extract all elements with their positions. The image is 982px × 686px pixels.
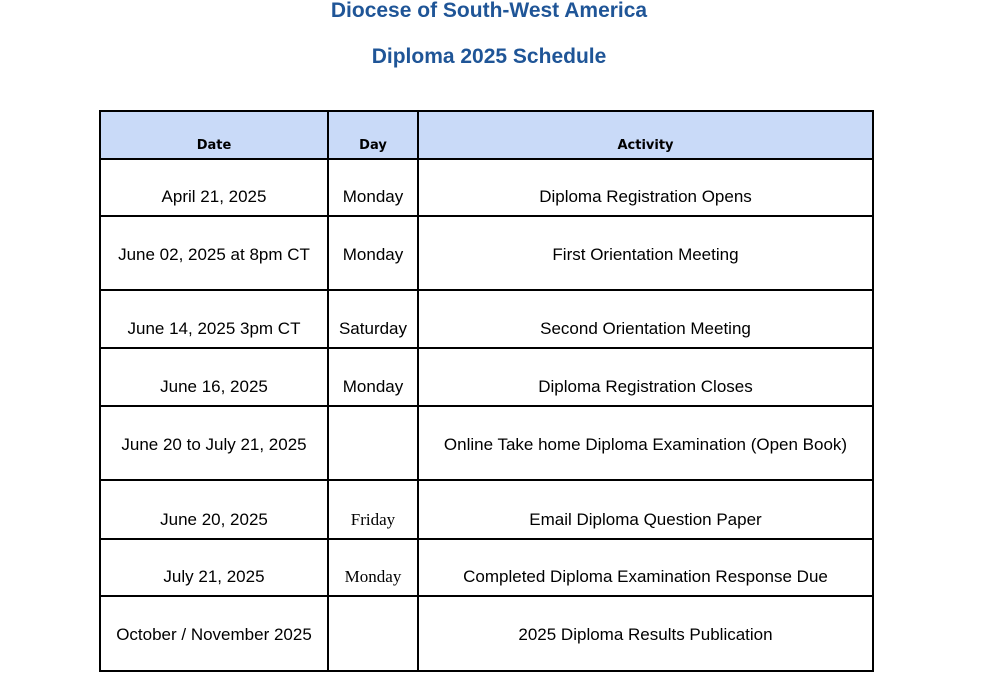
activity-cell: Online Take home Diploma Examination (Open Book)	[418, 406, 873, 480]
column-header-date: Date	[100, 111, 328, 159]
day-cell: Friday	[328, 480, 418, 539]
date-cell: June 14, 2025 3pm CT	[100, 290, 328, 348]
table-row	[100, 290, 873, 348]
table-row	[100, 406, 873, 480]
date-cell: October / November 2025	[100, 596, 328, 671]
activity-cell: First Orientation Meeting	[418, 216, 873, 290]
table-row	[100, 596, 873, 671]
day-cell	[328, 406, 418, 480]
date-cell: June 16, 2025	[100, 348, 328, 406]
schedule-table	[99, 110, 874, 672]
day-cell: Monday	[328, 216, 418, 290]
activity-cell: Diploma Registration Opens	[418, 159, 873, 216]
table-row	[100, 348, 873, 406]
table-row	[100, 159, 873, 216]
table-row	[100, 480, 873, 539]
day-cell: Monday	[328, 159, 418, 216]
day-cell: Monday	[328, 539, 418, 596]
page-subtitle: Diploma 2025 Schedule	[371, 45, 607, 68]
activity-cell: 2025 Diploma Results Publication	[418, 596, 873, 671]
day-cell	[328, 596, 418, 671]
date-cell: June 20 to July 21, 2025	[100, 406, 328, 480]
page-title: Diocese of South-West America	[330, 0, 648, 22]
table-row	[100, 539, 873, 596]
activity-cell: Completed Diploma Examination Response Due	[418, 539, 873, 596]
activity-cell: Email Diploma Question Paper	[418, 480, 873, 539]
column-header-day: Day	[328, 111, 418, 159]
column-header-activity: Activity	[418, 111, 873, 159]
date-cell: June 02, 2025 at 8pm CT	[100, 216, 328, 290]
table-header-row	[100, 111, 873, 159]
table-row	[100, 216, 873, 290]
day-cell: Monday	[328, 348, 418, 406]
activity-cell: Second Orientation Meeting	[418, 290, 873, 348]
activity-cell: Diploma Registration Closes	[418, 348, 873, 406]
day-cell: Saturday	[328, 290, 418, 348]
date-cell: July 21, 2025	[100, 539, 328, 596]
date-cell: April 21, 2025	[100, 159, 328, 216]
date-cell: June 20, 2025	[100, 480, 328, 539]
